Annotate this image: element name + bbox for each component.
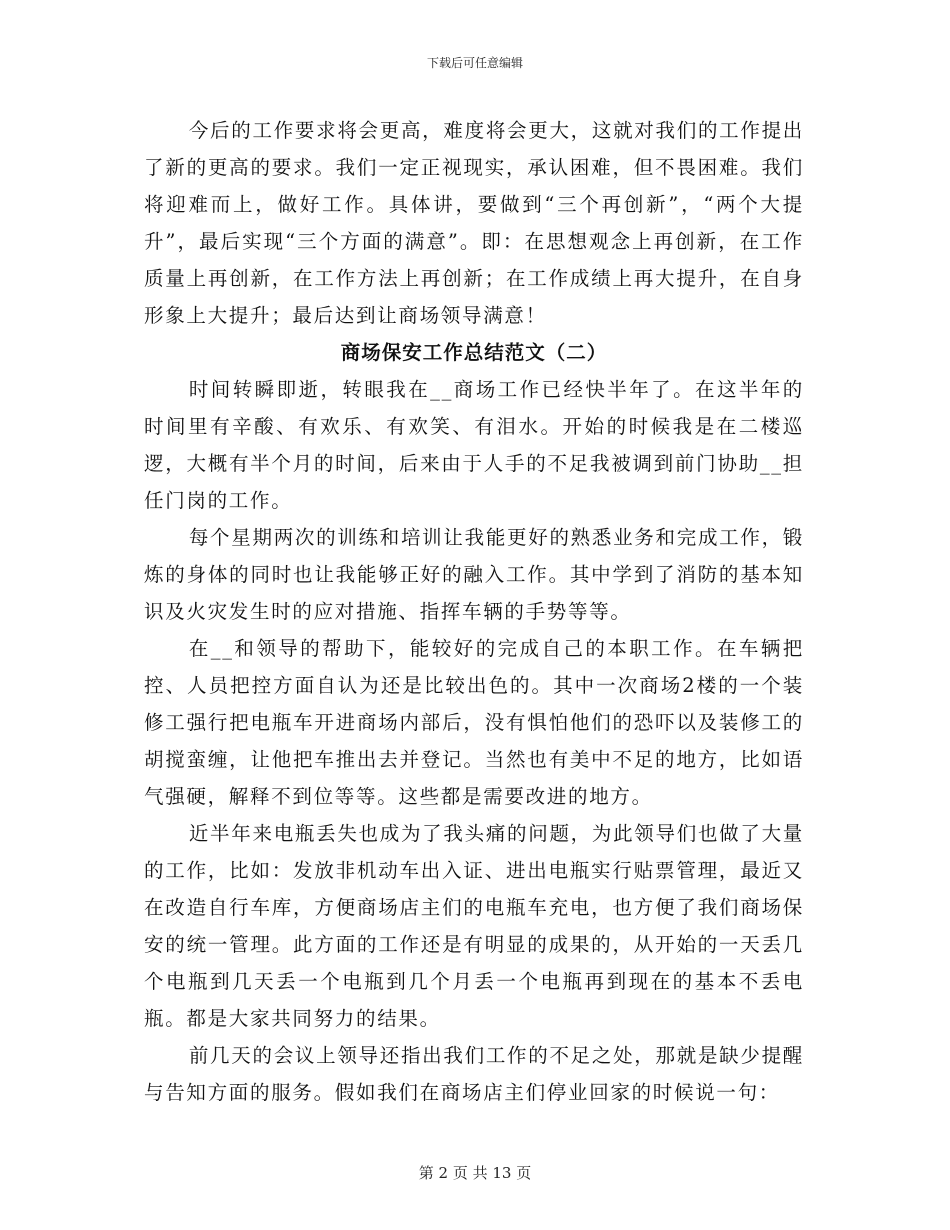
- paragraph-2: 时间转瞬即逝，转眼我在__商场工作已经快半年了。在这半年的时间里有辛酸、有欢乐、有欢笑、有泪水。开始的时候我是在二楼巡逻，大概有半个月的时间，后来由于人手的不足我被调到前门协助__担任门岗的工作。: [144, 378, 804, 512]
- paragraph-4: 在__和领导的帮助下，能较好的完成自己的本职工作。在车辆把控、人员把控方面自认为还是比较出色的。其中一次商场2楼的一个装修工强行把电瓶车开进商场内部后，没有惧怕他们的恐吓以及装修工的胡搅蛮缠，让他把车推出去并登记。当然也有美中不足的地方，比如语气强硬，解释不到位等等。这些都是需要改进的地方。: [144, 637, 804, 808]
- page-header-note: 下载后可任意编辑: [426, 56, 523, 70]
- document-body: [144, 112, 804, 1111]
- paragraph-3: 每个星期两次的训练和培训让我能更好的熟悉业务和完成工作，锻炼的身体的同时也让我能够正好的融入工作。其中学到了消防的基本知识及火灾发生时的应对措施、指挥车辆的手势等等。: [144, 526, 804, 623]
- paragraph-6: 前几天的会议上领导还指出我们工作的不足之处，那就是缺少提醒与告知方面的服务。假如我们在商场店主们停业回家的时候说一句：: [144, 1044, 804, 1104]
- section-title: 商场保安工作总结范文（二）: [340, 341, 608, 364]
- page-number: 第 2 页 共 13 页: [418, 1164, 532, 1182]
- paragraph-5: 近半年来电瓶丢失也成为了我头痛的问题，为此领导们也做了大量的工作，比如：发放非机动车出入证、进出电瓶实行贴票管理，最近又在改造自行车库，方便商场店主们的电瓶车充电，也方便了我们商场保安的统一管理。此方面的工作还是有明显的成果的，从开始的一天丢几个电瓶到几天丢一个电瓶到几个月丢一个电瓶再到现在的基本不丢电瓶。都是大家共同努力的结果。: [144, 822, 804, 1030]
- paragraph-1: 今后的工作要求将会更高，难度将会更大，这就对我们的工作提出了新的更高的要求。我们一定正视现实，承认困难，但不畏困难。我们将迎难而上，做好工作。具体讲，要做到“三个再创新”，“两个大提升”，最后实现“三个方面的满意”。即：在思想观念上再创新，在工作质量上再创新，在工作方法上再创新；在工作成绩上再大提升，在自身形象上大提升；最后达到让商场领导满意！: [144, 119, 804, 327]
